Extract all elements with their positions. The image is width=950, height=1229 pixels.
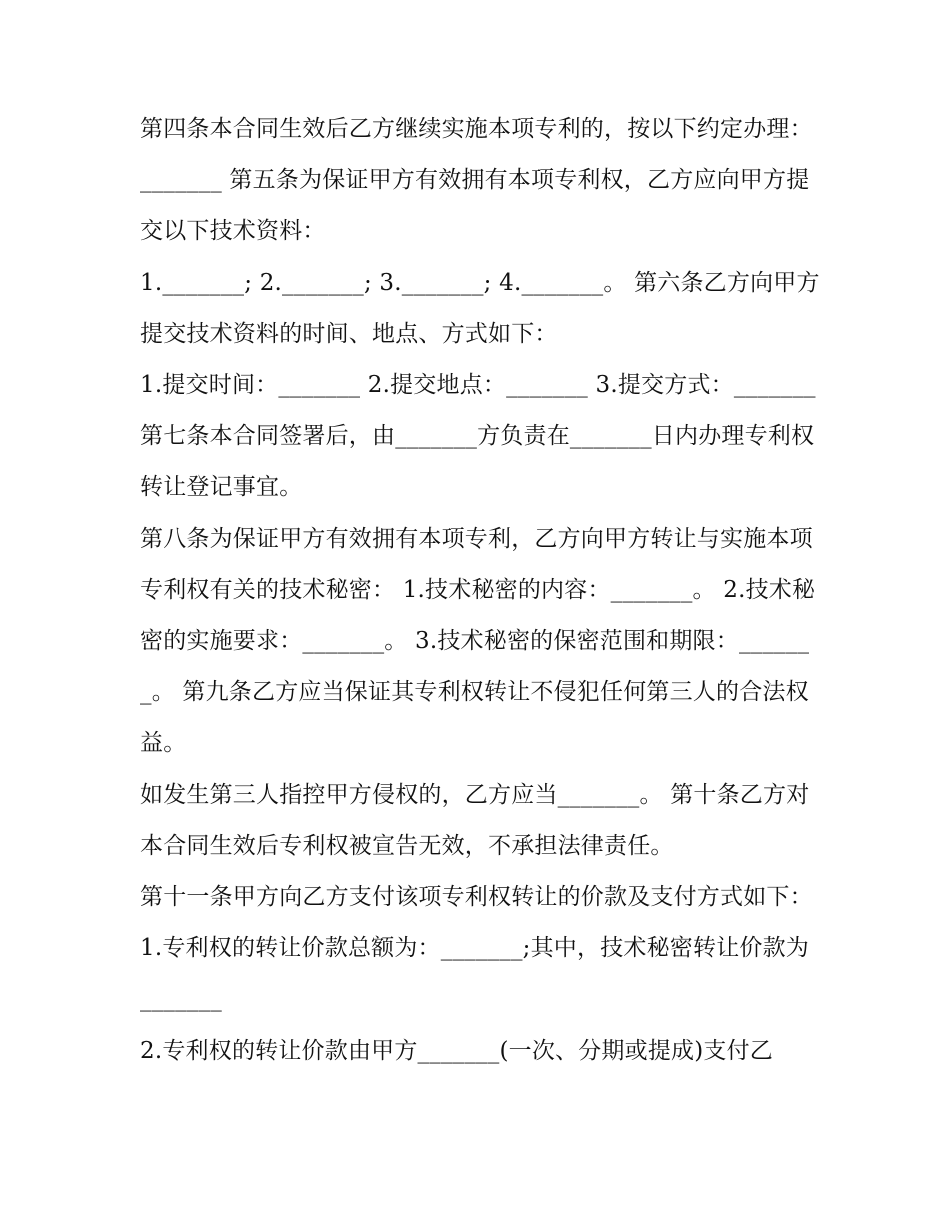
paragraph-article-7: 第七条本合同签署后，由_______方负责在_______日内办理专利权转让登记事宜。 <box>140 423 815 501</box>
paragraph-article-4-5: 第四条本合同生效后乙方继续实施本项专利的，按以下约定办理：_______ 第五条为保证甲方有效拥有本项专利权，乙方应向甲方提交以下技术资料： <box>140 116 813 245</box>
paragraph-article-10: 如发生第三人指控甲方侵权的，乙方应当_______。 第十条乙方对本合同生效后专利权被宣告无效，不承担法律责任。 <box>140 781 810 859</box>
document-body <box>140 104 820 1077</box>
paragraph-payment-method: 2.专利权的转让价款由甲方_______(一次、分期或提成)支付乙 <box>140 1037 773 1064</box>
paragraph-article-8-9: 第八条为保证甲方有效拥有本项专利，乙方向甲方转让与实施本项专利权有关的技术秘密： 1.技术秘密的内容：_______。 2.技术秘密的实施要求：_______。 3.技术秘密的保密范围和期限：_______。 第九条乙方应当保证其专利权转让不侵犯任何第三人的合法权益。 <box>140 525 816 757</box>
paragraph-article-11: 第十一条甲方向乙方支付该项专利权转让的价款及支付方式如下： 1.专利权的转让价款总额为：_______;其中，技术秘密转让价款为_______ <box>140 884 821 1013</box>
paragraph-technical-materials-article-6: 1._______; 2._______; 3._______; 4._______。 第六条乙方向甲方提交技术资料的时间、地点、方式如下： <box>140 269 820 347</box>
paragraph-submission-details: 1.提交时间：_______ 2.提交地点：_______ 3.提交方式：_______ <box>140 372 816 399</box>
